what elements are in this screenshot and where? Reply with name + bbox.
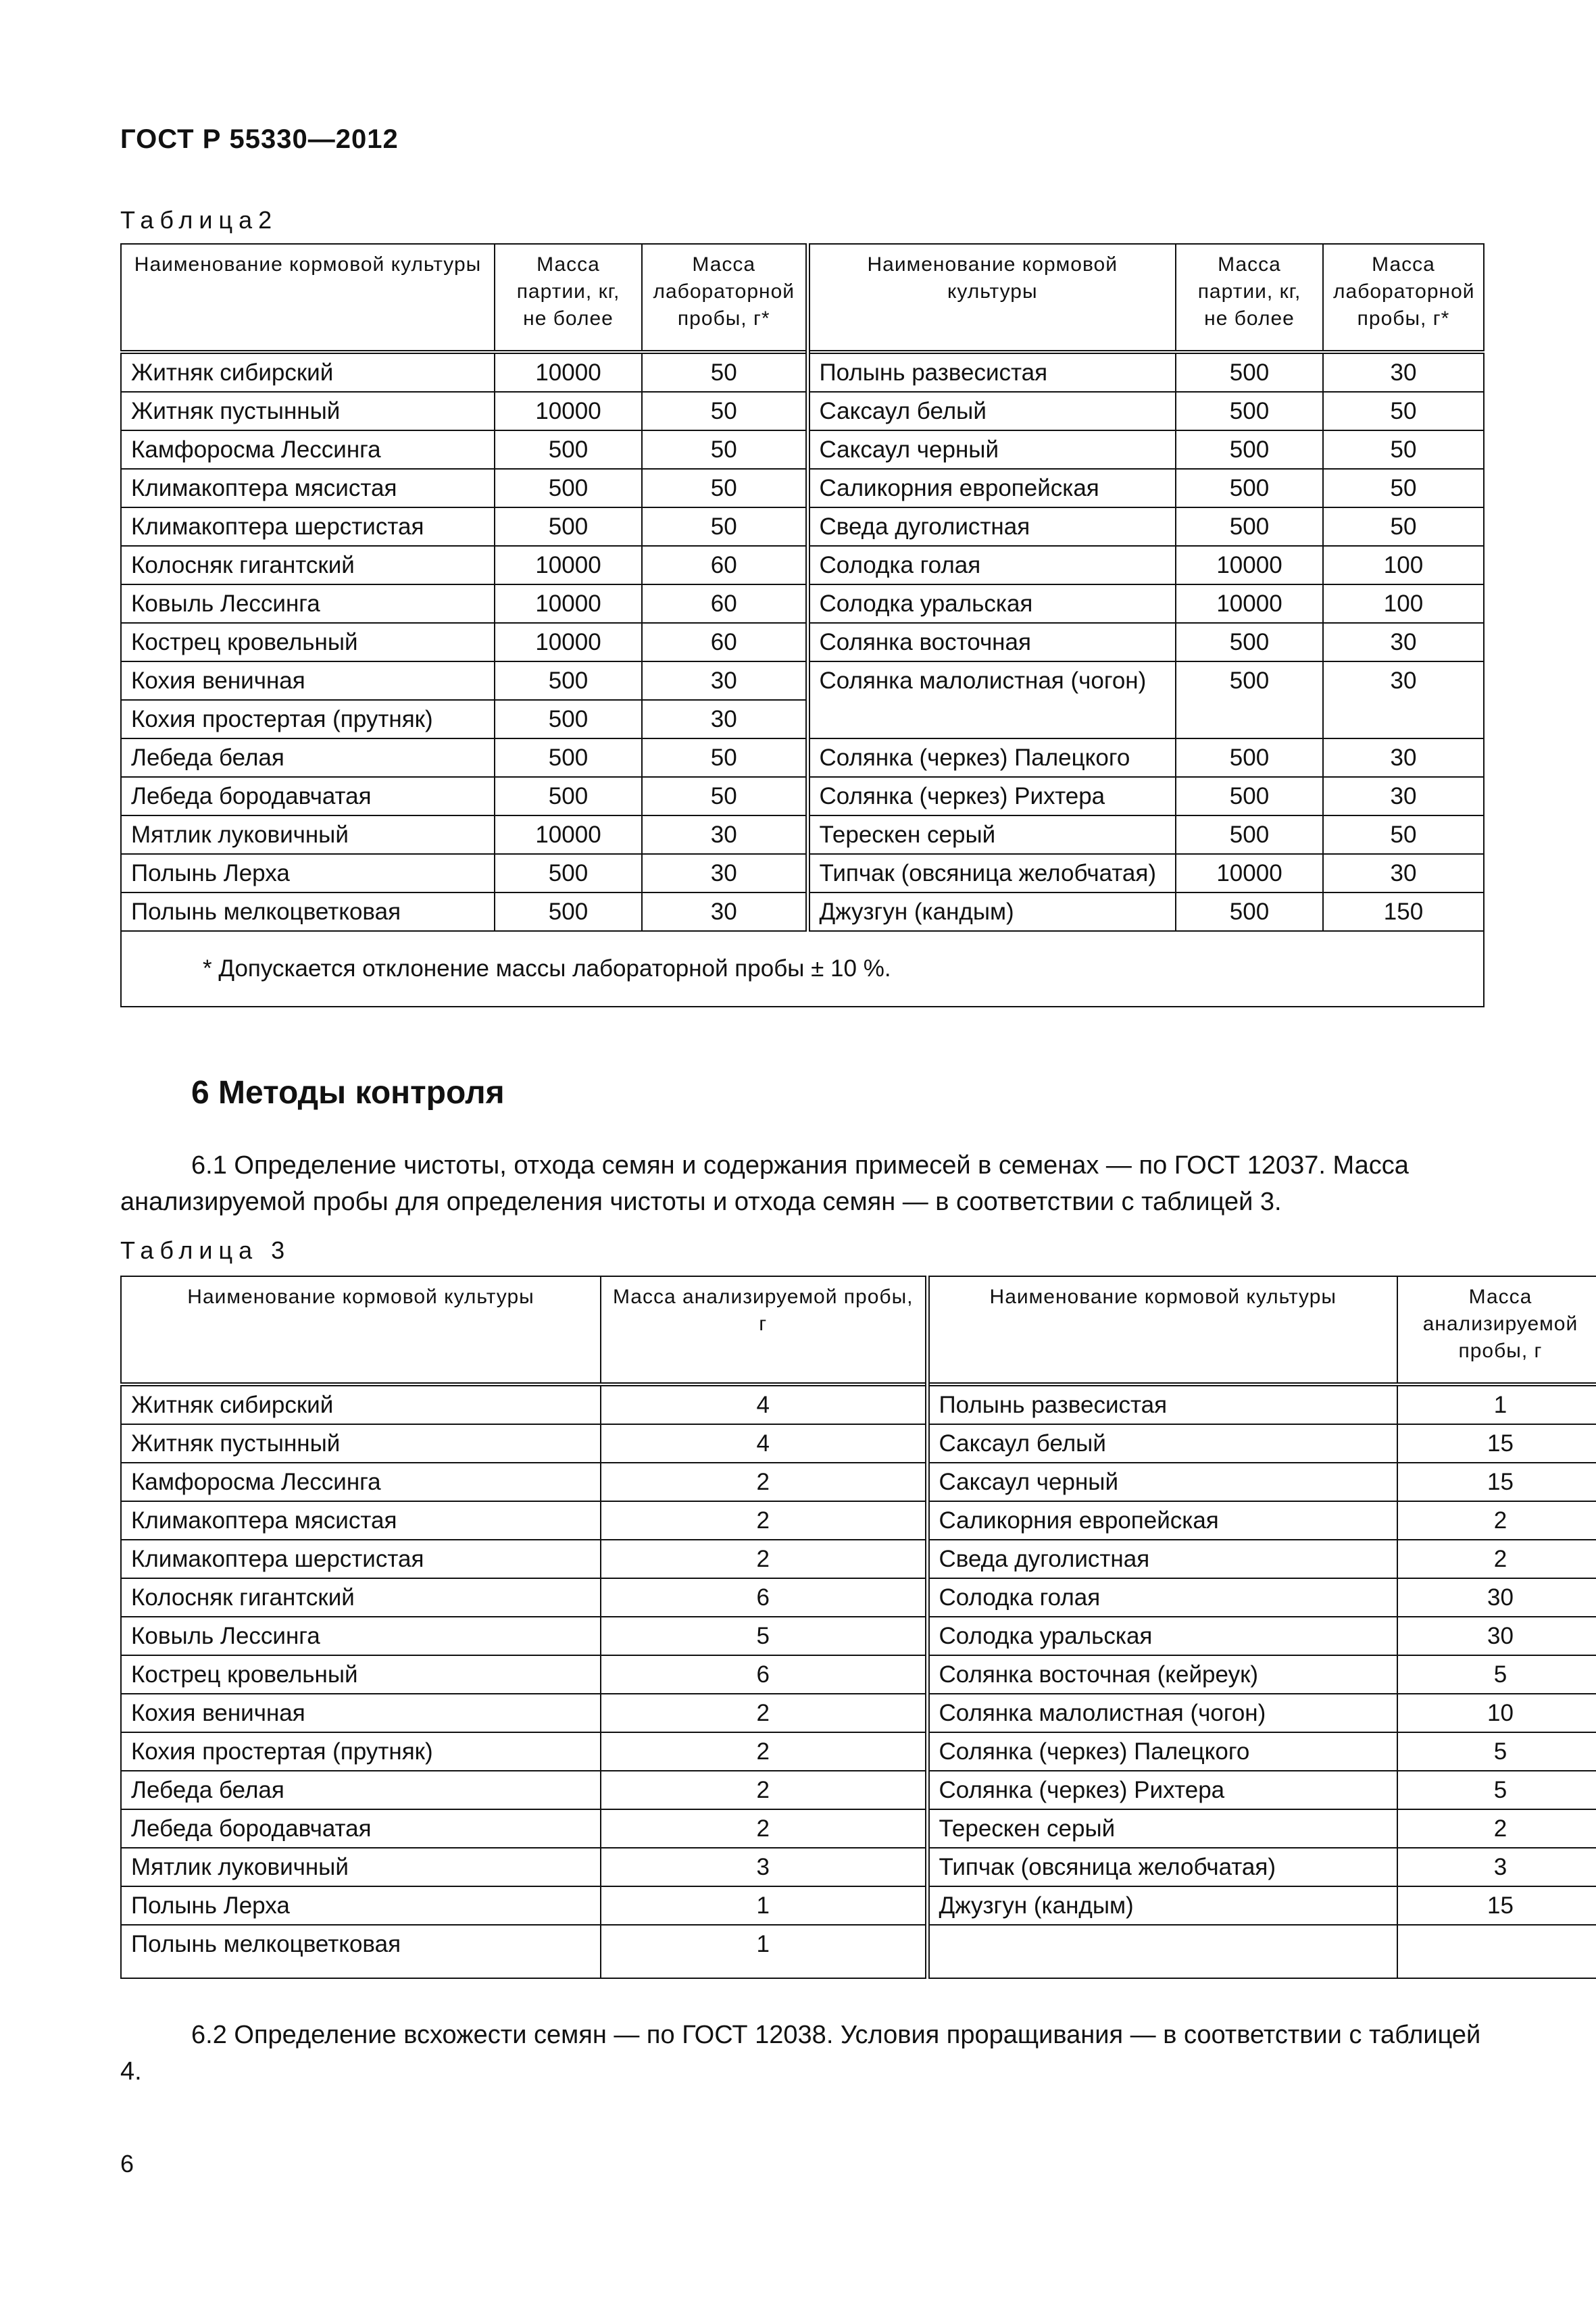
sample-mass: 2 — [601, 1694, 927, 1732]
column-header: Наименование кормовой культуры — [927, 1276, 1397, 1384]
batch-mass: 500 — [1176, 892, 1323, 931]
column-header: Масса лабораторной пробы, г* — [642, 244, 807, 352]
sample-mass: 30 — [1323, 738, 1484, 777]
culture-name: Лебеда бородавчатая — [121, 777, 495, 815]
sample-mass: 50 — [642, 352, 807, 392]
sample-mass: 50 — [642, 392, 807, 430]
sample-mass: 30 — [642, 661, 807, 700]
sample-mass: 3 — [1397, 1848, 1596, 1886]
batch-mass: 500 — [1176, 430, 1323, 469]
table-row — [121, 546, 1484, 584]
table-row — [121, 469, 1484, 507]
sample-mass: 5 — [601, 1617, 927, 1655]
sample-mass: 2 — [1397, 1809, 1596, 1848]
culture-name: Полынь Лерха — [121, 1886, 601, 1925]
table-row — [121, 623, 1484, 661]
table-row — [121, 1463, 1596, 1501]
sample-mass: 2 — [601, 1771, 927, 1809]
culture-name: Камфоросма Лессинга — [121, 430, 495, 469]
table-row — [121, 661, 1484, 700]
sample-mass: 5 — [1397, 1655, 1596, 1694]
sample-mass: 15 — [1397, 1886, 1596, 1925]
culture-name: Саксаул черный — [807, 430, 1176, 469]
sample-mass: 30 — [1323, 623, 1484, 661]
sample-mass: 30 — [1397, 1617, 1596, 1655]
sample-mass: 6 — [601, 1578, 927, 1617]
column-header: Масса партии, кг, не более — [1176, 244, 1323, 352]
culture-name: Солянка малолистная (чогон) — [927, 1694, 1397, 1732]
batch-mass: 500 — [1176, 507, 1323, 546]
table-row — [121, 1384, 1596, 1424]
batch-mass: 500 — [1176, 392, 1323, 430]
paragraph-6-2 — [120, 2017, 1483, 2090]
sample-mass: 15 — [1397, 1463, 1596, 1501]
batch-mass: 10000 — [1176, 546, 1323, 584]
culture-name: Кохия простертая (прутняк) — [121, 1732, 601, 1771]
batch-mass: 10000 — [1176, 854, 1323, 892]
culture-name: Кохия веничная — [121, 1694, 601, 1732]
batch-mass: 10000 — [495, 392, 642, 430]
table-row — [121, 1424, 1596, 1463]
batch-mass: 10000 — [1176, 584, 1323, 623]
culture-name: Солянка малолистная (чогон) — [807, 661, 1176, 738]
batch-mass: 10000 — [495, 623, 642, 661]
column-header: Наименование кормовой культуры — [807, 244, 1176, 352]
culture-name: Солянка (черкез) Рихтера — [927, 1771, 1397, 1809]
batch-mass: 500 — [1176, 738, 1323, 777]
table2-caption: Таблица2 — [120, 206, 278, 234]
culture-name: Житняк сибирский — [121, 352, 495, 392]
culture-name: Житняк пустынный — [121, 392, 495, 430]
table-row — [121, 1925, 1596, 1978]
batch-mass: 10000 — [495, 546, 642, 584]
table-row — [121, 1617, 1596, 1655]
culture-name: Саликорния европейская — [927, 1501, 1397, 1540]
sample-mass: 100 — [1323, 584, 1484, 623]
column-header: Наименование кормовой культуры — [121, 1276, 601, 1384]
culture-name: Джузгун (кандым) — [927, 1886, 1397, 1925]
column-header: Масса анализируемой пробы, г — [601, 1276, 927, 1384]
sample-mass: 2 — [601, 1540, 927, 1578]
culture-name: Типчак (овсяница желобчатая) — [807, 854, 1176, 892]
culture-name: Солянка восточная (кейреук) — [927, 1655, 1397, 1694]
table-row — [121, 738, 1484, 777]
sample-mass: 5 — [1397, 1732, 1596, 1771]
table-row — [121, 352, 1484, 392]
culture-name: Лебеда белая — [121, 1771, 601, 1809]
culture-name: Солодка уральская — [927, 1617, 1397, 1655]
sample-mass: 50 — [642, 469, 807, 507]
sample-mass: 50 — [1323, 507, 1484, 546]
table-row — [121, 815, 1484, 854]
sample-mass: 30 — [1323, 352, 1484, 392]
culture-name: Сведа дуголистная — [807, 507, 1176, 546]
culture-name: Полынь мелкоцветковая — [121, 1925, 601, 1978]
table-row — [121, 892, 1484, 931]
culture-name: Колосняк гигантский — [121, 546, 495, 584]
section-title: 6 Методы контроля — [191, 1075, 505, 1111]
batch-mass: 10000 — [495, 584, 642, 623]
sample-mass: 15 — [1397, 1424, 1596, 1463]
sample-mass: 50 — [1323, 815, 1484, 854]
sample-mass: 6 — [601, 1655, 927, 1694]
culture-name: Мятлик луковичный — [121, 1848, 601, 1886]
sample-mass: 30 — [1323, 854, 1484, 892]
sample-mass: 1 — [601, 1925, 927, 1978]
paragraph-text: 6.1 Определение чистоты, отхода семян и содержания примесей в семенах — по ГОСТ 12037. Масса анализируемой пробы для определения чистоты и отхода семян — в соответствии с таблицей 3. — [120, 1151, 1409, 1216]
culture-name: Кострец кровельный — [121, 1655, 601, 1694]
sample-mass: 50 — [1323, 392, 1484, 430]
column-header: Масса лабораторной пробы, г* — [1323, 244, 1484, 352]
batch-mass: 500 — [495, 700, 642, 738]
culture-name: Мятлик луковичный — [121, 815, 495, 854]
table-row — [121, 1578, 1596, 1617]
sample-mass: 30 — [1323, 777, 1484, 815]
culture-name: Полынь развесистая — [807, 352, 1176, 392]
table-footnote-row — [121, 931, 1484, 1007]
sample-mass: 10 — [1397, 1694, 1596, 1732]
sample-mass: 3 — [601, 1848, 927, 1886]
sample-mass: 50 — [1323, 430, 1484, 469]
culture-name: Саксаул белый — [927, 1424, 1397, 1463]
culture-name: Лебеда белая — [121, 738, 495, 777]
batch-mass: 500 — [1176, 623, 1323, 661]
column-header: Наименование кормовой культуры — [121, 244, 495, 352]
batch-mass: 500 — [495, 507, 642, 546]
sample-mass: 30 — [642, 854, 807, 892]
sample-mass: 50 — [642, 507, 807, 546]
table2 — [120, 243, 1485, 1007]
sample-mass: 1 — [601, 1886, 927, 1925]
sample-mass: 2 — [601, 1463, 927, 1501]
culture-name: Саксаул черный — [927, 1463, 1397, 1501]
batch-mass: 500 — [1176, 777, 1323, 815]
culture-name: Климакоптера мясистая — [121, 1501, 601, 1540]
sample-mass: 2 — [1397, 1501, 1596, 1540]
sample-mass: 2 — [601, 1501, 927, 1540]
sample-mass: 30 — [642, 892, 807, 931]
table-row — [121, 392, 1484, 430]
culture-name: Житняк пустынный — [121, 1424, 601, 1463]
culture-name — [927, 1925, 1397, 1978]
culture-name: Климакоптера мясистая — [121, 469, 495, 507]
table-header-row — [121, 1276, 1596, 1384]
table-row — [121, 1694, 1596, 1732]
table-row — [121, 1886, 1596, 1925]
sample-mass: 50 — [642, 777, 807, 815]
sample-mass: 50 — [642, 430, 807, 469]
culture-name: Солодка уральская — [807, 584, 1176, 623]
culture-name: Полынь развесистая — [927, 1384, 1397, 1424]
culture-name: Сведа дуголистная — [927, 1540, 1397, 1578]
sample-mass: 4 — [601, 1424, 927, 1463]
page-number: 6 — [120, 2150, 134, 2178]
batch-mass: 500 — [495, 854, 642, 892]
culture-name: Солянка восточная — [807, 623, 1176, 661]
culture-name: Терескен серый — [807, 815, 1176, 854]
culture-name: Климакоптера шерстистая — [121, 1540, 601, 1578]
table-row — [121, 1732, 1596, 1771]
culture-name: Колосняк гигантский — [121, 1578, 601, 1617]
culture-name: Кострец кровельный — [121, 623, 495, 661]
batch-mass: 500 — [1176, 469, 1323, 507]
culture-name: Кохия простертая (прутняк) — [121, 700, 495, 738]
batch-mass: 500 — [495, 738, 642, 777]
table-row — [121, 507, 1484, 546]
culture-name: Ковыль Лессинга — [121, 584, 495, 623]
sample-mass: 4 — [601, 1384, 927, 1424]
culture-name: Саксаул белый — [807, 392, 1176, 430]
culture-name: Солодка голая — [807, 546, 1176, 584]
culture-name: Климакоптера шерстистая — [121, 507, 495, 546]
culture-name: Джузгун (кандым) — [807, 892, 1176, 931]
table-row — [121, 1655, 1596, 1694]
table-row — [121, 1848, 1596, 1886]
table-header-row — [121, 244, 1484, 352]
batch-mass: 500 — [495, 661, 642, 700]
sample-mass: 60 — [642, 584, 807, 623]
culture-name: Солянка (черкез) Палецкого — [927, 1732, 1397, 1771]
batch-mass: 10000 — [495, 352, 642, 392]
sample-mass: 60 — [642, 546, 807, 584]
culture-name: Солянка (черкез) Рихтера — [807, 777, 1176, 815]
sample-mass: 30 — [1397, 1578, 1596, 1617]
batch-mass: 500 — [495, 469, 642, 507]
column-header: Масса партии, кг, не более — [495, 244, 642, 352]
table-row — [121, 430, 1484, 469]
culture-name: Солодка голая — [927, 1578, 1397, 1617]
culture-name: Саликорния европейская — [807, 469, 1176, 507]
sample-mass: 60 — [642, 623, 807, 661]
sample-mass: 30 — [1323, 661, 1484, 738]
sample-mass: 1 — [1397, 1384, 1596, 1424]
paragraph-text: 6.2 Определение всхожести семян — по ГОСТ 12038. Условия проращивания — в соответствии с таблицей 4. — [120, 2021, 1481, 2086]
culture-name: Кохия веничная — [121, 661, 495, 700]
sample-mass: 30 — [642, 815, 807, 854]
batch-mass: 10000 — [495, 815, 642, 854]
sample-mass: 2 — [601, 1732, 927, 1771]
table-row — [121, 1540, 1596, 1578]
sample-mass: 30 — [642, 700, 807, 738]
table3 — [120, 1276, 1596, 1979]
table-row — [121, 854, 1484, 892]
sample-mass: 100 — [1323, 546, 1484, 584]
sample-mass — [1397, 1925, 1596, 1978]
table-row — [121, 777, 1484, 815]
table3-caption: Таблица 3 — [120, 1236, 291, 1264]
table-footnote: * Допускается отклонение массы лабораторной пробы ± 10 %. — [121, 931, 1484, 1007]
sample-mass: 150 — [1323, 892, 1484, 931]
culture-name: Ковыль Лессинга — [121, 1617, 601, 1655]
batch-mass: 500 — [1176, 352, 1323, 392]
batch-mass: 500 — [495, 777, 642, 815]
batch-mass: 500 — [1176, 815, 1323, 854]
sample-mass: 50 — [642, 738, 807, 777]
culture-name: Житняк сибирский — [121, 1384, 601, 1424]
culture-name: Полынь мелкоцветковая — [121, 892, 495, 931]
batch-mass: 500 — [1176, 661, 1323, 738]
batch-mass: 500 — [495, 892, 642, 931]
sample-mass: 2 — [1397, 1540, 1596, 1578]
culture-name: Полынь Лерха — [121, 854, 495, 892]
batch-mass: 500 — [495, 430, 642, 469]
sample-mass: 2 — [601, 1809, 927, 1848]
culture-name: Типчак (овсяница желобчатая) — [927, 1848, 1397, 1886]
table-row — [121, 1809, 1596, 1848]
paragraph-6-1 — [120, 1147, 1483, 1220]
sample-mass: 50 — [1323, 469, 1484, 507]
culture-name: Солянка (черкез) Палецкого — [807, 738, 1176, 777]
culture-name: Терескен серый — [927, 1809, 1397, 1848]
culture-name: Лебеда бородавчатая — [121, 1809, 601, 1848]
table-row — [121, 1771, 1596, 1809]
document-header: ГОСТ Р 55330—2012 — [120, 124, 399, 154]
sample-mass: 5 — [1397, 1771, 1596, 1809]
column-header: Масса анализируемой пробы, г — [1397, 1276, 1596, 1384]
table-row — [121, 1501, 1596, 1540]
culture-name: Камфоросма Лессинга — [121, 1463, 601, 1501]
table-row — [121, 584, 1484, 623]
